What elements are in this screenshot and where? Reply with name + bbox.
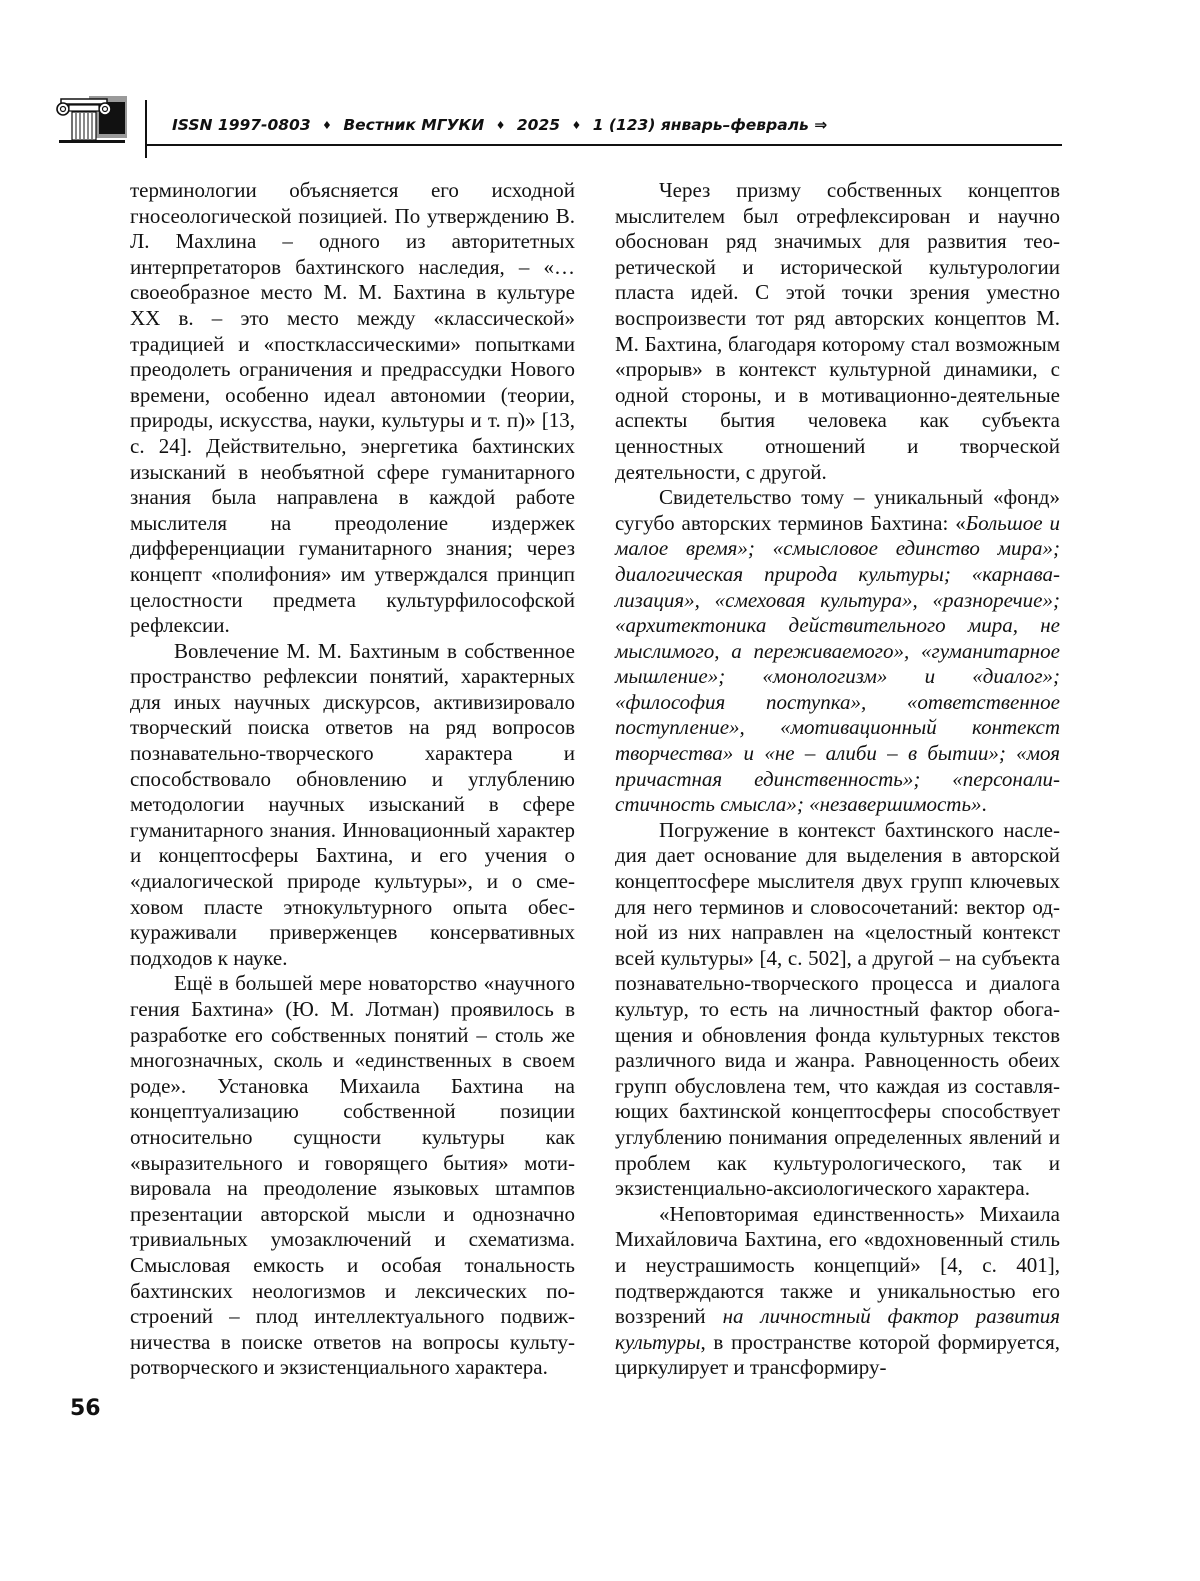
right-column (615, 178, 1060, 1381)
header-vertical-rule (145, 100, 147, 158)
paragraph-lead: Свидетельство тому – уникальный «фонд» сугубо авторских терминов Бахтина: « (615, 485, 1060, 535)
journal-logo-icon (55, 92, 129, 144)
paragraph: Погружение в контекст бахтинского наследия дает основание для выделения в авторской концептосфере мыслителя двух групп ключевых для него терминов и словосочетаний: вектор одной из них направлен на «целостный контекст всей культуры» [4, с. 502], а другой – на субъекта познавательно-творческого процесса и диалога культур, то есть на личностный фактор обогащения и обновления фонда культурных текстов различного вида и жанра. Равноценность обеих групп обусловлена тем, что каждая из составляющих бахтинской концептосферы способствует углублению понимания определенных явлений и проблем как культурологического, так и экзистенциально-аксиологического характера. (615, 817, 1060, 1201)
paragraph-tail: , в пространстве которой формируется, циркулирует и трансформиру- (615, 1329, 1060, 1380)
paragraph (615, 485, 1060, 818)
header-separator: ♦ (571, 119, 582, 132)
paragraph: Вовлечение М. М. Бахтиным в собственное пространство рефлексии понятий, характерных для иных научных дискурсов, активизировало творческий поиска ответов на ряд вопросов познавательно-творческого характера и способствовало обновлению и углублению методологии научных изысканий в сфере гуманитарного знания. Инновационный характер и концептосферы Бахтина, и его учения о «диалогической природе культуры», и о смеховом пласте этнокультурного опыта обескураживали приверженцев консервативных подходов к науке. (130, 638, 575, 970)
header-horizontal-rule (145, 144, 1062, 146)
paragraph: терминологии объясняется его исходной гносеологической позицией. По утверждению В. Л. Махлина – одного из авторитетных интерпретаторов бахтинского наследия, – «… своеобразное место М. М. Бахтина в культуре XX в. – это место между «классической» традицией и «постклассическими» попытками преодолеть ограничения и предрассудки Нового времени, особенно идеал автономии (теории, природы, искусства, науки, культуры и т. п)» [13, с. 24]. Действительно, энергетика бахтинских изысканий в необъятной сфере гуманитарного знания была направлена в каждой работе мыслителя на преодоление издержек дифференциации гуманитарного знания; через концепт «полифония» им утверждался принцип целостности предмета культурфилософской рефлексии. (130, 178, 575, 638)
paragraph (615, 1202, 1060, 1381)
paragraph-lead: «Неповторимая единственность» Михаила Михайловича Бахтина, его «вдохновенный стиль и неустрашимость концепций» [4, с. 401], подтверждаются также и уникальностью его воззрений (615, 1201, 1060, 1329)
paragraph: Через призму собственных концептов мыслителем был отрефлексирован и научно обоснован ряд значимых для развития теоретической и исторической культурологии пласта идей. С этой точки зрения уместно воспроизвести тот ряд авторских концептов М. М. Бахтина, благодаря которому стал возможным «прорыв» в контекст культурной динамики, с одной стороны, и в мотивационно-деятельные аспекты бытия человека как субъекта ценностных отношений и творческой деятельности, с другой. (615, 178, 1060, 484)
running-header (172, 116, 827, 134)
header-issn: ISSN 1997-0803 (172, 116, 311, 134)
page-number: 56 (70, 1396, 101, 1421)
header-issue: 1 (123) январь–февраль (592, 116, 809, 134)
paragraph-end: . (981, 792, 987, 817)
header-journal: Вестник МГУКИ (343, 116, 485, 134)
term-list: Большое и малое время»; «смысловое единство мира»; диалогическая природа культуры; «карнавализация», «смеховая культура», «разноречие»; «архитектоника действительного мира, не мыслимого, а переживаемого», «гуманитарное мышление»; «монологизм» и «диалог»; «философия поступка», «ответственное поступление», «мотивационный контекст творчества» и «не – алиби – в бытии»; «моя причастная единственность»; «персоналистичность смысла»; «незавершимость» (615, 510, 1060, 817)
paragraph: Ещё в большей мере новаторство «научного гения Бахтина» (Ю. М. Лотман) проявилось в разработке его собственных понятий – столь же многозначных, сколь и «единственных в своем роде». Установка Михаила Бахтина на концептуализацию собственной позиции относительно сущности культуры как «выразительного и говорящего бытия» мотивировала на преодоление языковых штампов презентации авторской мысли и однозначно тривиальных умозаключений и схематизма. Смысловая емкость и особая тональность бахтинских неологизмов и лексических построений – плод интеллектуального подвижничества в поиске ответов на вопросы культуротворческого и экзистенциального характера. (130, 971, 575, 1380)
emphasis: на личностный фактор развития культуры (615, 1304, 1061, 1354)
left-column (130, 178, 575, 1381)
header-separator: ♦ (495, 119, 506, 132)
header-separator: ♦ (322, 119, 332, 132)
header-arrow-icon: ⇒ (814, 116, 828, 134)
header-year: 2025 (516, 116, 561, 134)
